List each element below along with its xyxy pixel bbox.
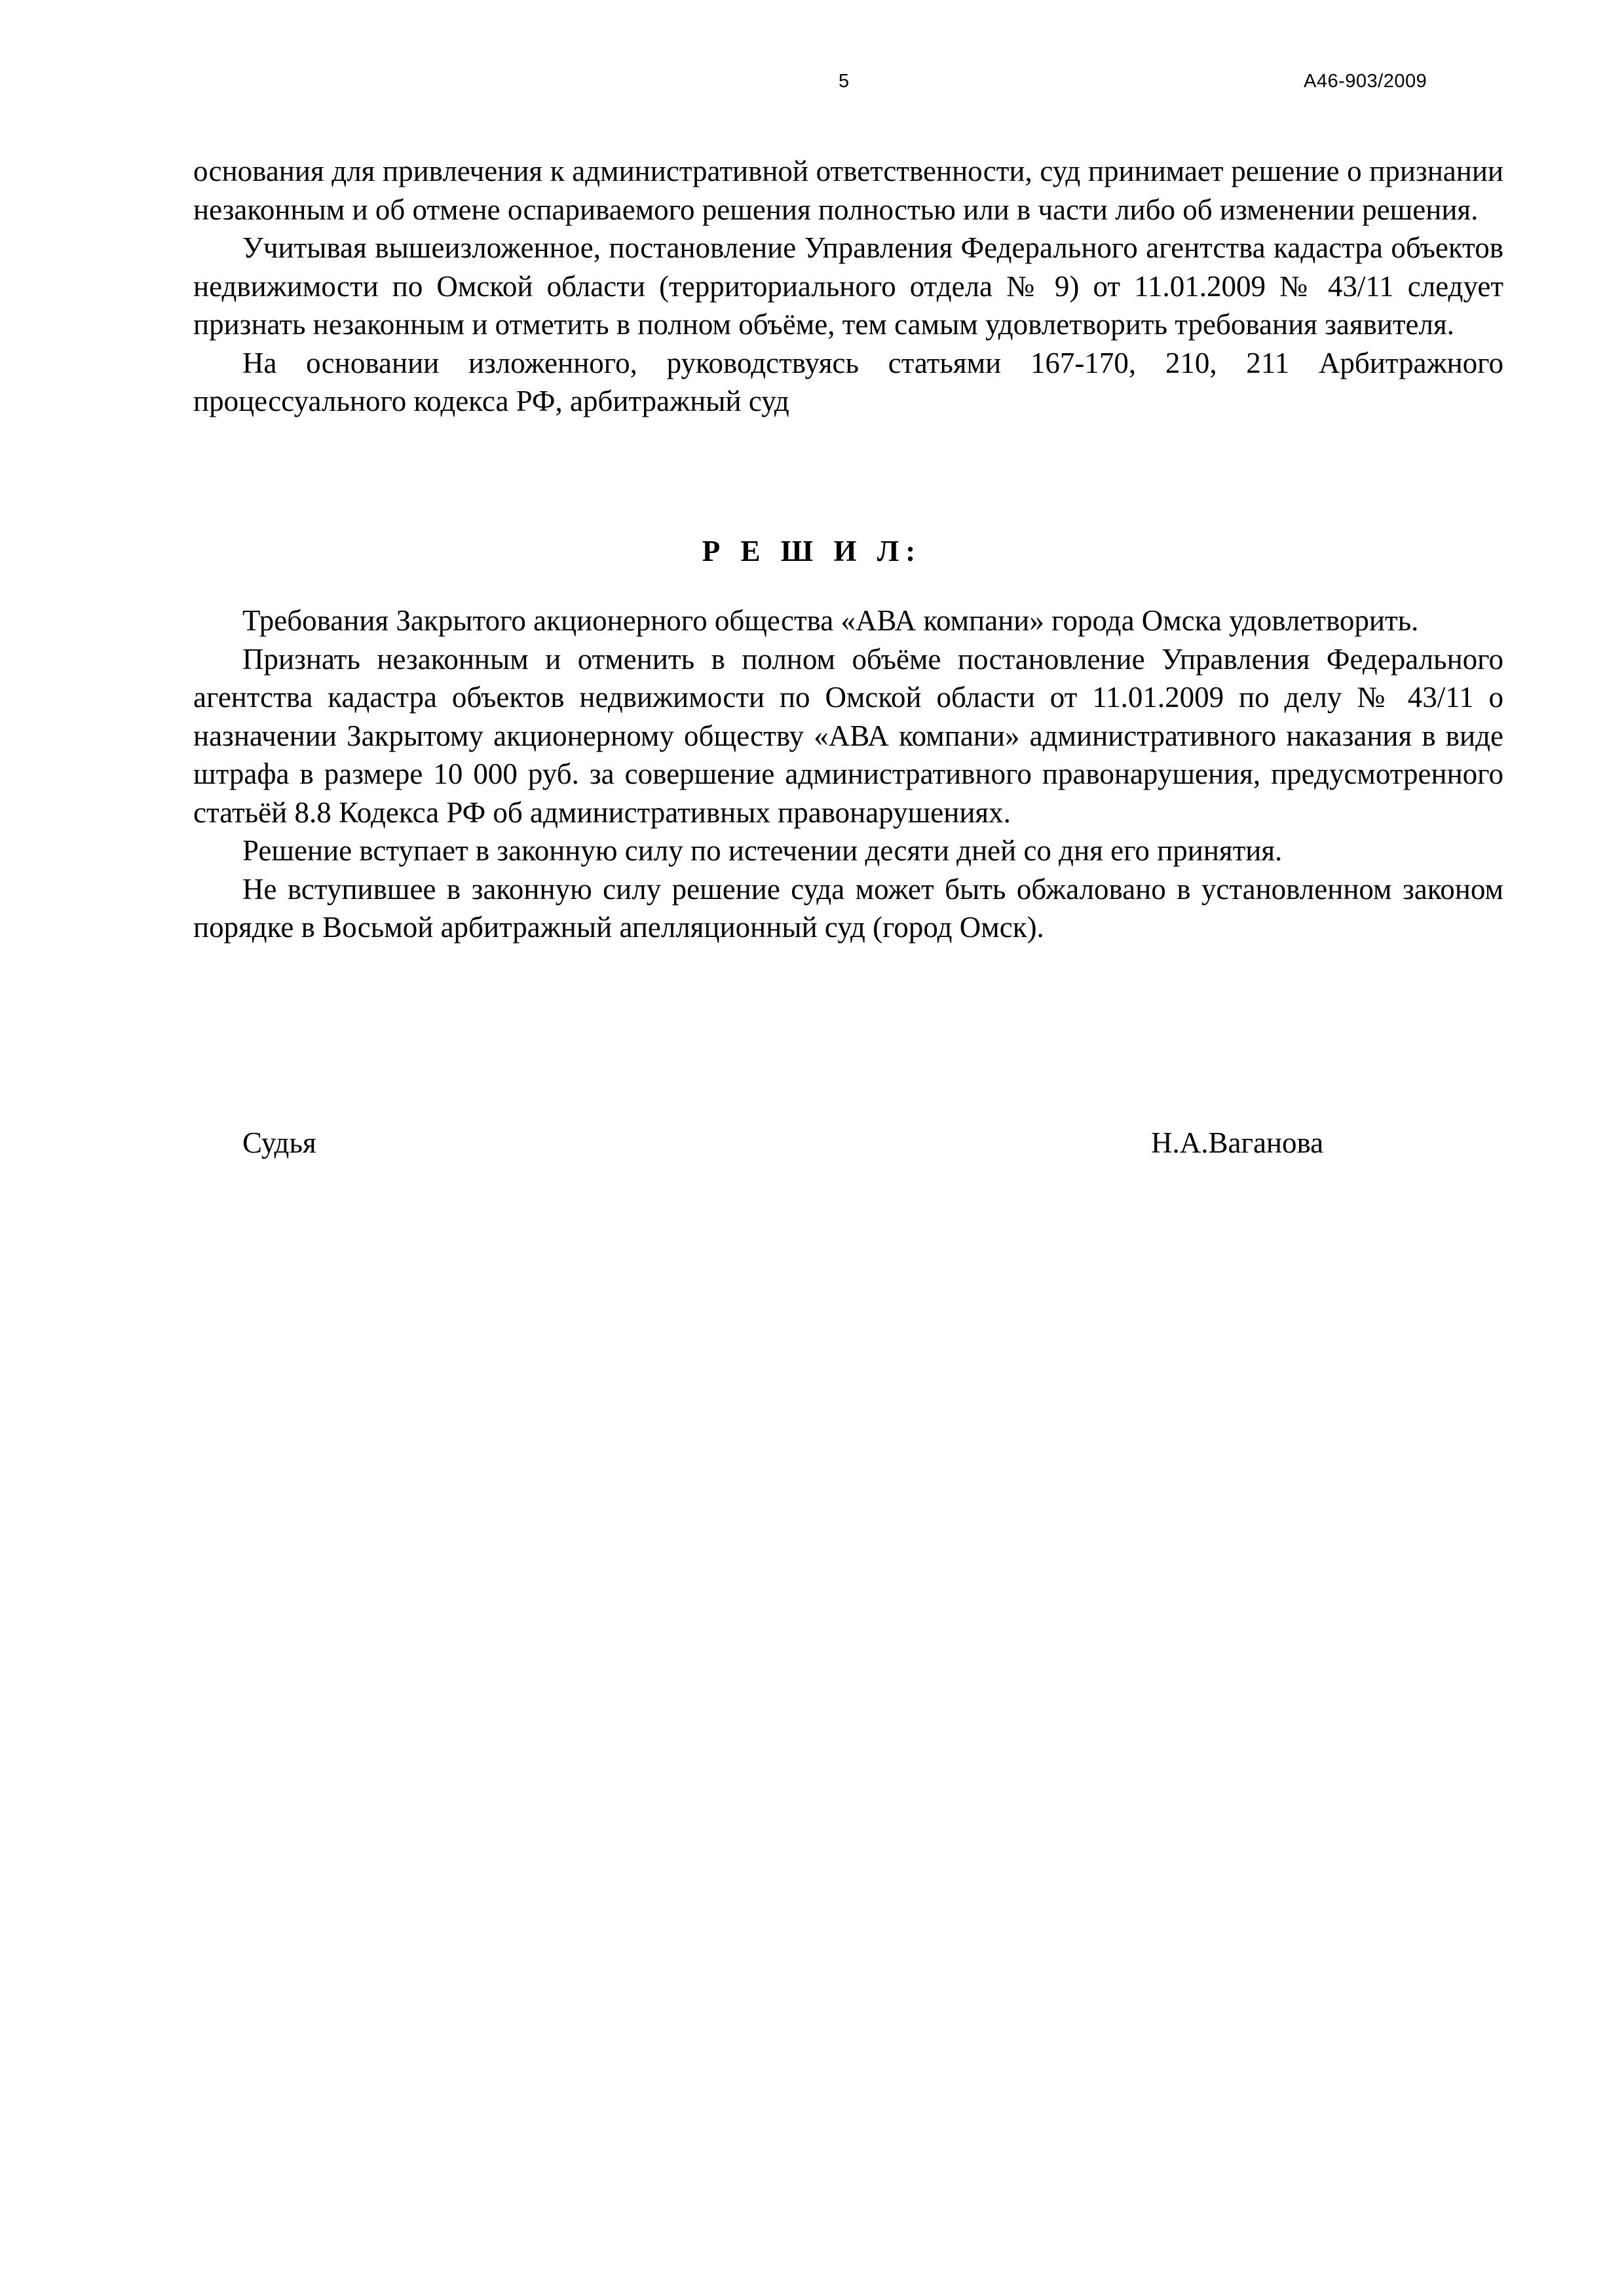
paragraph-continuation: основания для привлечения к административной ответственности, суд принимает решение о признании незаконным и об отмене оспариваемого решения полностью или в части либо об изменении решения. [193, 155, 1503, 226]
decision-heading: Р Е Ш И Л: [702, 535, 922, 567]
decision-paragraph: Решение вступает в законную силу по истечении десяти дней со дня его принятия. [242, 834, 1283, 867]
paragraph-basis: На основании изложенного, руководствуясь статьями 167-170, 210, 211 Арбитражного процессуального кодекса РФ, арбитражный суд [193, 346, 1503, 417]
case-number: А46-903/2009 [1304, 71, 1427, 92]
page-number: 5 [839, 71, 850, 92]
decision-paragraph: Требования Закрытого акционерного общества «АВА компани» города Омска удовлетворить. [242, 604, 1419, 637]
page-header [0, 71, 1624, 97]
decision-paragraph: Не вступившее в законную силу решение суда может быть обжаловано в установленном законом порядке в Восьмой арбитражный апелляционный суд (город Омск). [193, 872, 1503, 944]
decision-body [193, 602, 1503, 947]
document-body [193, 152, 1503, 421]
judge-title: Судья [242, 1126, 316, 1159]
judge-name: Н.А.Ваганова [1151, 1126, 1324, 1159]
paragraph-considering: Учитывая вышеизложенное, постановление Управления Федерального агентства кадастра объектов недвижимости по Омской области (территориального отдела № 9) от 11.01.2009 № 43/11 следует признать незаконным и отметить в полном объёме, тем самым удовлетворить требования заявителя. [193, 231, 1503, 341]
decision-paragraph: Признать незаконным и отменить в полном объёме постановление Управления Федерального агентства кадастра объектов недвижимости по Омской области от 11.01.2009 по делу № 43/11 о назначении Закрытому акционерному обществу «АВА компани» административного наказания в виде штрафа в размере 10 000 руб. за совершение административного правонарушения, предусмотренного статьёй 8.8 Кодекса РФ об административных правонарушениях. [193, 642, 1503, 829]
